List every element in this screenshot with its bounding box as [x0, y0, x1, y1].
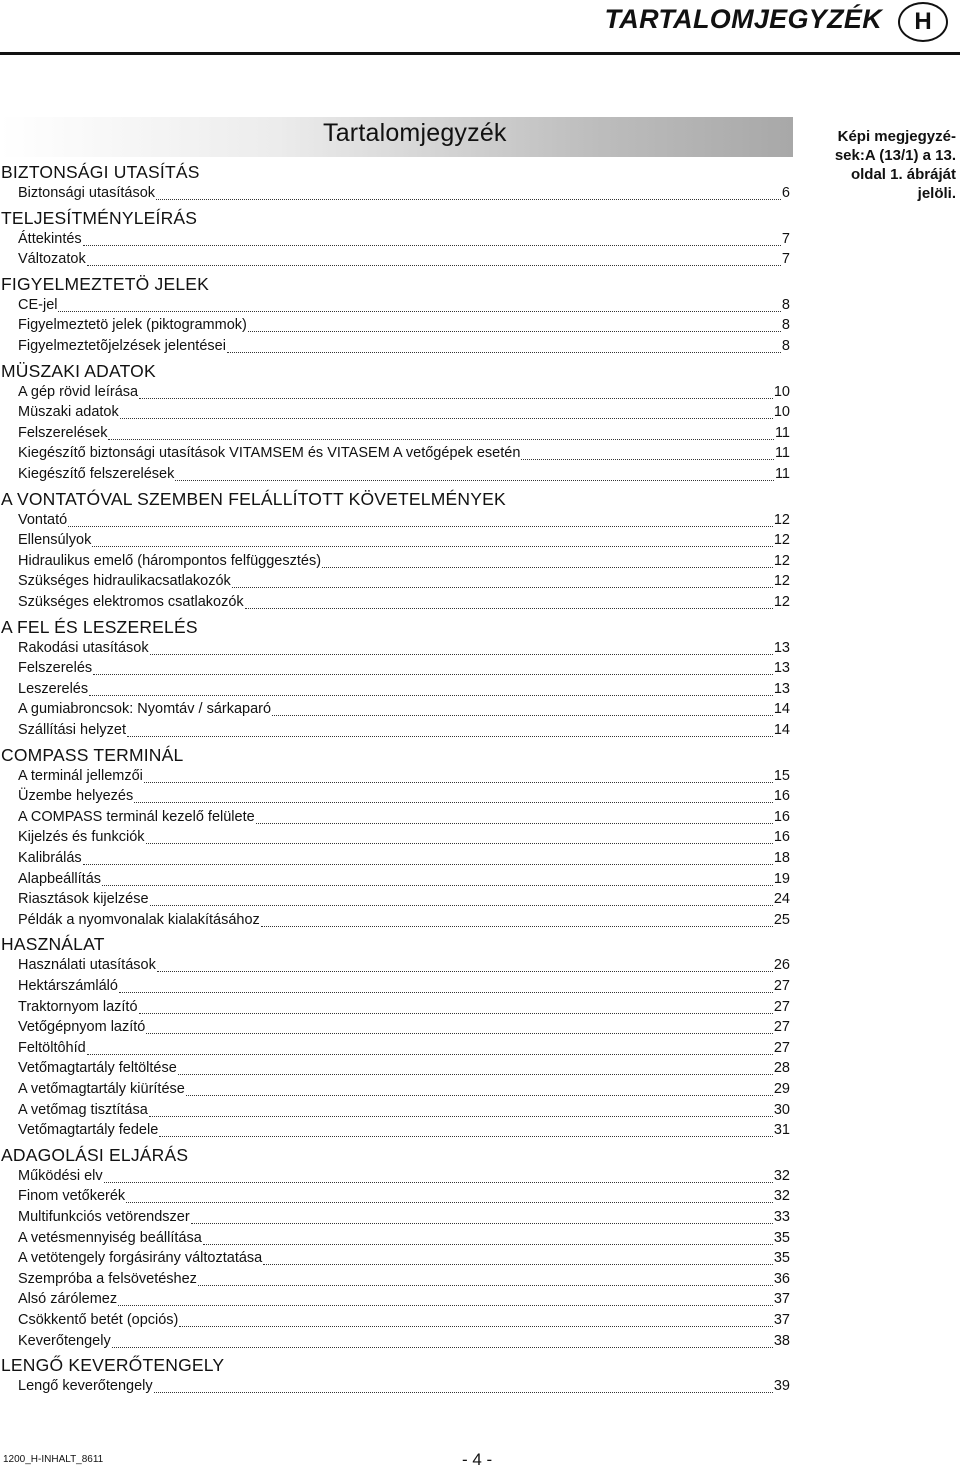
toc-entry-title: Felszerelések	[18, 424, 108, 441]
toc-entry-title: Használati utasítások	[18, 957, 156, 974]
dot-leader	[139, 398, 773, 399]
toc-entry-page: 13	[773, 639, 790, 656]
dot-leader	[104, 1182, 773, 1183]
dot-leader	[186, 1095, 773, 1096]
dot-leader	[112, 1347, 773, 1348]
toc-entry[interactable]	[18, 701, 790, 721]
toc-entry-page: 15	[773, 767, 790, 784]
toc-entry[interactable]	[18, 1122, 790, 1142]
toc-entry[interactable]	[18, 251, 790, 271]
toc-entry[interactable]	[18, 809, 790, 829]
toc-entry-title: Vetőmagtartály feltöltése	[18, 1060, 177, 1077]
dot-leader	[119, 992, 773, 993]
toc-entry-page: 16	[773, 788, 790, 805]
toc-entry[interactable]	[18, 425, 790, 445]
dot-leader	[127, 736, 773, 737]
toc-entry-title: A terminál jellemzői	[18, 767, 143, 784]
dot-leader	[120, 418, 773, 419]
figure-note: Képi megjegyzé-sek:A (13/1) a 13. oldal 1. ábráját jelöli.	[834, 128, 956, 202]
toc-entry-page: 14	[773, 701, 790, 718]
toc-entry-page: 11	[774, 424, 790, 441]
section-heading: FIGYELMEZTETÖ JELEK	[1, 273, 210, 294]
toc-banner-title: Tartalomjegyzék	[323, 119, 507, 147]
toc-entry[interactable]	[18, 1312, 790, 1332]
toc-entry-page: 31	[773, 1122, 790, 1139]
toc-entry-title: Példák a nyomvonalak kialakításához	[18, 911, 260, 928]
dot-leader	[175, 480, 774, 481]
dot-leader	[83, 864, 773, 865]
toc-entry-title: Feltöltôhíd	[18, 1039, 86, 1056]
toc-entry-title: Szükséges hidraulikacsatlakozók	[18, 573, 231, 590]
toc-entry-page: 33	[773, 1209, 790, 1225]
toc-entry-page: 38	[773, 1332, 790, 1349]
section-heading: MÜSZAKI ADATOK	[1, 360, 156, 381]
dot-leader	[68, 526, 773, 527]
toc-entry[interactable]	[18, 466, 790, 486]
toc-entry-title: Szállítási helyzet	[18, 722, 126, 738]
toc-entry-page: 8	[781, 296, 790, 313]
toc-entry-page: 10	[773, 404, 790, 421]
dot-leader	[156, 199, 781, 200]
toc-entry[interactable]	[18, 681, 790, 701]
dot-leader	[93, 674, 773, 675]
toc-entry-page: 13	[773, 680, 790, 697]
toc-entry-title: Rakodási utasítások	[18, 639, 149, 656]
toc-entry-title: Figyelmeztetõjelzések jelentései	[18, 338, 226, 354]
toc-banner	[0, 117, 793, 157]
toc-entry[interactable]	[18, 850, 790, 870]
toc-entry[interactable]	[18, 1230, 790, 1250]
toc-entry-title: Üzembe helyezés	[18, 788, 134, 805]
toc-entry[interactable]	[18, 978, 790, 998]
toc-entry-title: Vetőgépnyom lazító	[18, 1019, 146, 1036]
dot-leader	[322, 567, 773, 568]
toc-entry-page: 36	[773, 1270, 790, 1287]
toc-entry-title: A vetőmag tisztítása	[18, 1101, 148, 1118]
dot-leader	[87, 1054, 773, 1055]
dot-leader	[150, 654, 773, 655]
toc-entry-title: Biztonsági utasítások	[18, 185, 156, 201]
toc-entry-title: Müszaki adatok	[18, 404, 119, 421]
toc-entry-page: 27	[773, 998, 790, 1015]
section-heading: TELJESÍTMÉNYLEÍRÁS	[1, 207, 198, 228]
toc-entry-title: Vontató	[18, 511, 68, 528]
toc-entry[interactable]	[18, 384, 790, 404]
toc-entry-page: 30	[773, 1101, 790, 1118]
dot-leader	[256, 823, 773, 824]
toc-entry-page: 12	[773, 594, 790, 610]
toc-entry-title: Hidraulikus emelő (hárompontos felfüggesztés)	[18, 552, 322, 569]
toc-entry-title: Keverőtengely	[18, 1332, 111, 1349]
toc-entry[interactable]	[18, 788, 790, 808]
dot-leader	[159, 1136, 773, 1137]
section-heading: COMPASS TERMINÁL	[1, 744, 184, 765]
dot-leader	[261, 926, 773, 927]
toc-entry[interactable]	[18, 317, 790, 337]
toc-entry-page: 32	[773, 1188, 790, 1205]
toc-entry[interactable]	[18, 1102, 790, 1122]
dot-leader	[203, 1244, 773, 1245]
toc-entry-title: Alapbeállítás	[18, 870, 102, 887]
toc-entry[interactable]	[18, 1209, 790, 1229]
toc-entry[interactable]	[18, 1081, 790, 1101]
toc-entry-title: Működési elv	[18, 1167, 103, 1184]
footer-page-number: - 4 -	[462, 1450, 493, 1469]
toc-entry[interactable]	[18, 912, 790, 932]
toc-entry-page: 10	[773, 383, 790, 400]
toc-entry[interactable]	[18, 1188, 790, 1208]
section-heading: HASZNÁLAT	[1, 934, 105, 955]
toc-entry-page: 35	[773, 1229, 790, 1246]
toc-entry[interactable]	[18, 957, 790, 977]
toc-entry-title: Szempróba a felsövetéshez	[18, 1270, 197, 1287]
toc-entry-page: 37	[773, 1291, 790, 1308]
dot-leader	[144, 782, 773, 783]
toc-entry-title: A vetötengely forgásirány változtatása	[18, 1250, 263, 1267]
toc-entry-page: 8	[781, 338, 790, 354]
dot-leader	[263, 1264, 773, 1265]
toc-entry-page: 29	[773, 1081, 790, 1097]
toc-entry[interactable]	[18, 1271, 790, 1291]
toc-entry-title: Finom vetőkerék	[18, 1188, 126, 1205]
dot-leader	[227, 352, 781, 353]
toc-entry-page: 35	[773, 1250, 790, 1267]
toc-entry[interactable]	[18, 660, 790, 680]
toc-entry-title: Csökkentő betét (opciós)	[18, 1312, 179, 1328]
toc-entry-title: Lengő keverőtengely	[18, 1378, 153, 1395]
toc-entry-title: Ellensúlyok	[18, 532, 92, 549]
toc-entry-title: Kalibrálás	[18, 850, 82, 866]
toc-entry-page: 16	[773, 829, 790, 846]
toc-entry[interactable]	[18, 829, 790, 849]
toc-entry-title: A vetésmennyiség beállítása	[18, 1229, 202, 1246]
dot-leader	[146, 843, 773, 844]
section-heading: ADAGOLÁSI ELJÁRÁS	[1, 1144, 189, 1165]
language-badge: H	[898, 2, 948, 42]
dot-leader	[150, 905, 773, 906]
toc-entry[interactable]	[18, 1060, 790, 1080]
toc-entry-title: Áttekintés	[18, 230, 82, 247]
toc-entry-page: 27	[773, 1039, 790, 1056]
toc-entry-page: 11	[774, 466, 790, 482]
toc-entry[interactable]	[18, 594, 790, 614]
toc-entry[interactable]	[18, 553, 790, 573]
toc-entry[interactable]	[18, 445, 790, 465]
toc-entry[interactable]	[18, 231, 790, 251]
dot-leader	[108, 439, 773, 440]
toc-entry-title: Vetőmagtartály fedele	[18, 1122, 159, 1139]
toc-entry[interactable]	[18, 512, 790, 532]
toc-entry-page: 27	[773, 978, 790, 994]
toc-entry-title: Változatok	[18, 251, 86, 268]
toc-entry-page: 6	[781, 185, 790, 201]
toc-entry-title: Leszerelés	[18, 680, 89, 697]
dot-leader	[146, 1033, 772, 1034]
dot-leader	[248, 331, 781, 332]
footer-document-code: 1200_H-INHALT_8611	[3, 1454, 104, 1465]
dot-leader	[139, 1013, 773, 1014]
toc-entry-title: Figyelmeztetö jelek (piktogrammok)	[18, 317, 247, 334]
toc-entry-page: 12	[773, 552, 790, 569]
toc-entry-page: 19	[773, 870, 790, 887]
dot-leader	[118, 1305, 773, 1306]
toc-entry-title: Alsó zárólemez	[18, 1291, 118, 1308]
toc-entry[interactable]	[18, 297, 790, 317]
toc-entry-title: A gép rövid leírása	[18, 383, 139, 400]
toc-entry-title: A gumiabroncsok: Nyomtáv / sárkaparó	[18, 701, 272, 718]
toc-entry-page: 37	[773, 1312, 790, 1328]
dot-leader	[83, 245, 781, 246]
toc-entry[interactable]	[18, 999, 790, 1019]
dot-leader	[58, 311, 780, 312]
dot-leader	[126, 1202, 773, 1203]
toc-entry[interactable]	[18, 1333, 790, 1353]
toc-entry-title: Hektárszámláló	[18, 978, 118, 994]
toc-entry[interactable]	[18, 404, 790, 424]
toc-entry-page: 14	[773, 722, 790, 738]
toc-entry-page: 13	[773, 660, 790, 677]
dot-leader	[89, 695, 773, 696]
section-heading: BIZTONSÁGI UTASÍTÁS	[1, 162, 200, 182]
toc-entry[interactable]	[18, 573, 790, 593]
toc-entry[interactable]	[18, 768, 790, 788]
toc-entry-title: Riasztások kijelzése	[18, 891, 149, 908]
toc-entry-title: Multifunkciós vetörendszer	[18, 1209, 190, 1225]
toc-entry-page: 39	[773, 1378, 790, 1395]
toc-entry-title: Felszerelés	[18, 660, 93, 677]
toc-entry-page: 27	[773, 1019, 790, 1036]
toc-entry-page: 12	[773, 573, 790, 590]
section-heading: LENGŐ KEVERŐTENGELY	[1, 1355, 225, 1376]
dot-leader	[154, 1392, 773, 1393]
toc-entry-page: 7	[781, 251, 790, 268]
toc-entry-title: Kiegészítő felszerelések	[18, 466, 175, 482]
dot-leader	[179, 1326, 772, 1327]
toc-entry[interactable]	[18, 891, 790, 911]
dot-leader	[157, 971, 773, 972]
toc-entry[interactable]	[18, 1291, 790, 1311]
toc-entry-page: 8	[781, 317, 790, 334]
toc-entry[interactable]	[18, 871, 790, 891]
section-heading: A FEL ÉS LESZERELÉS	[1, 616, 198, 637]
toc-entry-title: A COMPASS terminál kezelő felülete	[18, 808, 255, 825]
toc-entry[interactable]	[18, 1040, 790, 1060]
toc-entry-title: CE-jel	[18, 296, 58, 313]
dot-leader	[92, 546, 773, 547]
toc-entry[interactable]	[18, 532, 790, 552]
toc-entry[interactable]	[18, 722, 790, 742]
toc-entry-page: 7	[781, 230, 790, 247]
toc-entry-title: Kiegészítő biztonsági utasítások VITAMSEM és VITASEM A vetőgépek esetén	[18, 445, 521, 462]
toc-entry-title: Kijelzés és funkciók	[18, 829, 145, 846]
dot-leader	[149, 1116, 773, 1117]
dot-leader	[198, 1285, 773, 1286]
document-title: TARTALOMJEGYZÉK	[604, 4, 882, 34]
toc-entry-page: 11	[774, 445, 790, 462]
dot-leader	[178, 1074, 773, 1075]
dot-leader	[232, 587, 773, 588]
toc-entry-page: 24	[773, 891, 790, 908]
toc-entry-page: 26	[773, 957, 790, 974]
toc-entry-page: 28	[773, 1060, 790, 1077]
toc-entry[interactable]	[18, 1378, 790, 1398]
toc-entry-title: Traktornyom lazító	[18, 998, 138, 1015]
toc-entry-page: 32	[773, 1167, 790, 1184]
header-rule	[0, 52, 960, 55]
dot-leader	[272, 715, 773, 716]
toc-entry-page: 12	[773, 532, 790, 549]
toc-entry-page: 12	[773, 511, 790, 528]
toc-entry-page: 18	[773, 850, 790, 866]
toc-entry-page: 25	[773, 911, 790, 928]
toc-entry-title: Szükséges elektromos csatlakozók	[18, 594, 244, 610]
toc-entry-page: 16	[773, 808, 790, 825]
toc-entry[interactable]	[18, 1168, 790, 1188]
dot-leader	[134, 802, 773, 803]
toc-entry[interactable]	[18, 185, 790, 205]
toc-entry[interactable]	[18, 338, 790, 358]
section-heading: A VONTATÓVAL SZEMBEN FELÁLLÍTOTT KÖVETELMÉNYEK	[1, 488, 506, 509]
toc-entry[interactable]	[18, 1019, 790, 1039]
dot-leader	[102, 885, 773, 886]
toc-entry[interactable]	[18, 640, 790, 660]
dot-leader	[191, 1223, 773, 1224]
toc-entry-title: A vetőmagtartály kiürítése	[18, 1081, 185, 1097]
dot-leader	[521, 459, 774, 460]
dot-leader	[245, 608, 773, 609]
toc-entry[interactable]	[18, 1250, 790, 1270]
dot-leader	[87, 265, 781, 266]
